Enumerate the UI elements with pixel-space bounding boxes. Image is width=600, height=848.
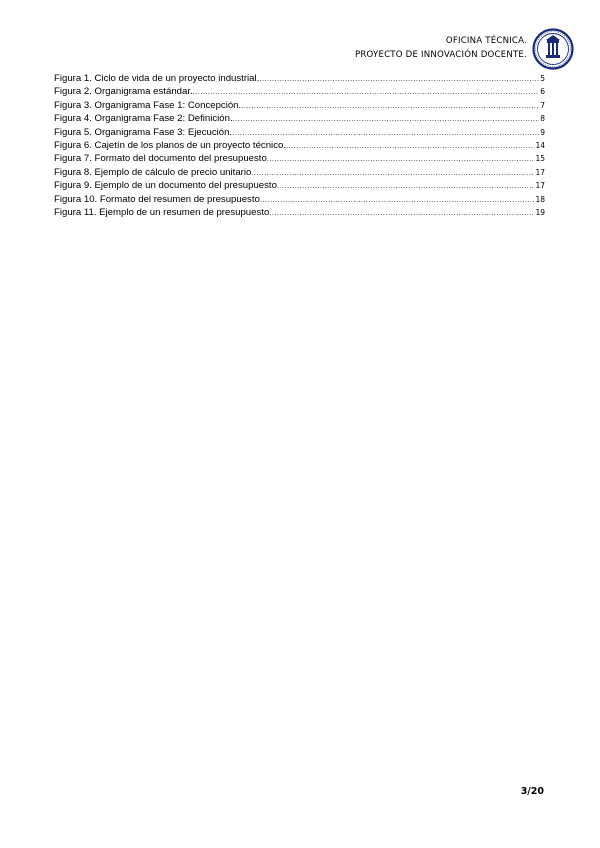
dot-leader <box>232 126 539 139</box>
dot-leader <box>260 193 535 206</box>
toc-entry[interactable] <box>54 85 545 98</box>
toc-entry-page: 15 <box>535 154 545 164</box>
toc-entry[interactable] <box>54 112 545 125</box>
toc-entry[interactable] <box>54 99 545 112</box>
toc-entry-label: Figura 5. Organigrama Fase 3: Ejecución. <box>54 126 233 138</box>
toc-entry-page: 6 <box>540 87 545 97</box>
toc-entry[interactable] <box>54 179 545 192</box>
toc-entry-page: 8 <box>540 114 545 124</box>
document-header <box>355 34 527 62</box>
toc-entry-label: Figura 11. Ejemplo de un resumen de presupuesto <box>54 206 270 218</box>
toc-entry[interactable] <box>54 193 545 206</box>
toc-entry-label: Figura 1. Ciclo de vida de un proyecto industrial. <box>54 73 260 84</box>
dot-leader <box>193 85 540 98</box>
toc-entry-page: 18 <box>535 194 545 204</box>
toc-entry-page: 7 <box>540 100 545 110</box>
dot-leader <box>233 112 540 125</box>
toc-entry-page: 9 <box>540 127 545 137</box>
dot-leader <box>269 206 534 219</box>
toc-entry[interactable] <box>54 206 545 219</box>
dot-leader <box>259 72 539 85</box>
toc-entry[interactable] <box>54 126 545 139</box>
toc-entry-label: Figura 7. Formato del documento del presupuesto <box>54 153 267 165</box>
university-seal-icon <box>532 28 574 70</box>
page-number: 3/20 <box>520 786 544 797</box>
figure-index <box>54 72 545 219</box>
header-office-title: OFICINA TÉCNICA. <box>445 36 527 46</box>
toc-entry[interactable] <box>54 72 545 85</box>
dot-leader <box>267 152 535 165</box>
dot-leader <box>277 179 535 192</box>
toc-entry-page: 17 <box>535 167 545 177</box>
toc-entry[interactable] <box>54 139 545 152</box>
toc-entry-label: Figura 3. Organigrama Fase 1: Concepción. <box>54 99 242 111</box>
dot-leader <box>251 166 534 179</box>
toc-entry-label: Figura 10. Formato del resumen de presupuesto <box>54 193 260 205</box>
toc-entry-page: 5 <box>540 74 545 83</box>
toc-entry-label: Figura 8. Ejemplo de cálculo de precio unitario <box>54 166 252 178</box>
toc-entry-label: Figura 2. Organigrama estándar. <box>54 86 193 98</box>
toc-entry-page: 14 <box>535 140 545 150</box>
toc-entry-label: Figura 6. Cajetín de los planos de un proyecto técnico. <box>54 139 286 151</box>
header-project-title: PROYECTO DE INNOVACIÓN DOCENTE. <box>354 50 527 60</box>
toc-entry-page: 17 <box>535 181 545 191</box>
dot-leader <box>286 139 534 152</box>
toc-entry-page: 19 <box>535 207 545 217</box>
dot-leader <box>241 99 539 112</box>
toc-entry-label: Figura 4. Organigrama Fase 2: Definición. <box>54 113 233 125</box>
toc-entry[interactable] <box>54 166 545 179</box>
toc-entry[interactable] <box>54 152 545 165</box>
toc-entry-label: Figura 9. Ejemplo de un documento del presupuesto <box>54 180 277 192</box>
